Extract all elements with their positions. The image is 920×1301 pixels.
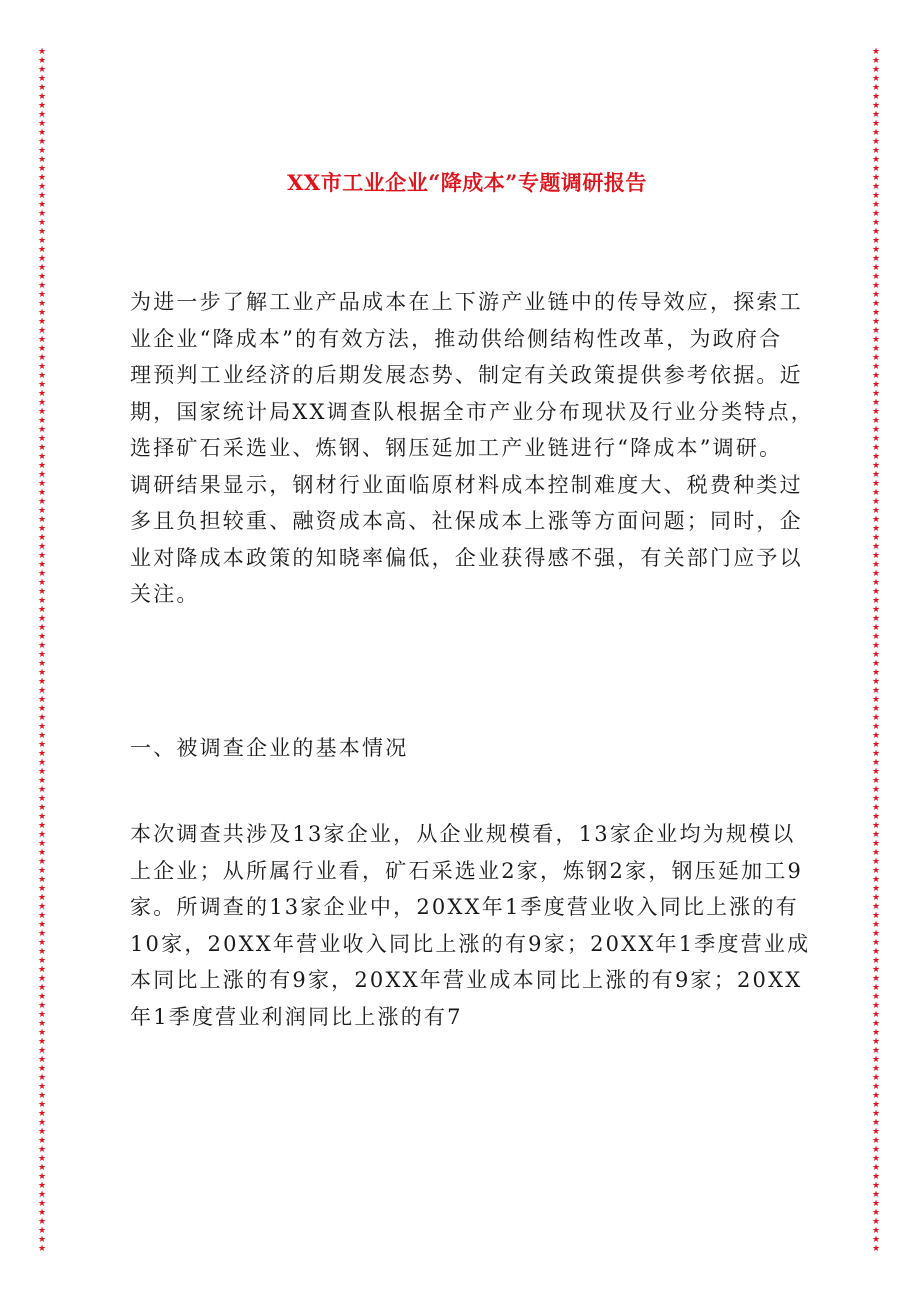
star-icon: ★ [37,218,47,228]
star-icon: ★ [871,146,881,156]
star-icon: ★ [871,1046,881,1056]
star-icon: ★ [871,551,881,561]
star-icon: ★ [37,425,47,435]
star-icon: ★ [871,209,881,219]
star-icon: ★ [871,48,881,57]
star-icon: ★ [37,137,47,147]
star-icon: ★ [37,560,47,570]
star-icon: ★ [37,1019,47,1029]
star-icon: ★ [871,380,881,390]
star-icon: ★ [37,1100,47,1110]
star-icon: ★ [37,92,47,102]
star-icon: ★ [37,227,47,237]
star-icon: ★ [37,542,47,552]
star-icon: ★ [871,740,881,750]
star-icon: ★ [37,335,47,345]
star-icon: ★ [37,443,47,453]
star-icon: ★ [871,596,881,606]
star-icon: ★ [37,641,47,651]
star-icon: ★ [37,1001,47,1011]
star-icon: ★ [871,1037,881,1047]
star-icon: ★ [871,1064,881,1074]
star-icon: ★ [37,515,47,525]
star-icon: ★ [37,956,47,966]
star-icon: ★ [37,821,47,831]
star-icon: ★ [871,416,881,426]
star-icon: ★ [871,1235,881,1245]
star-icon: ★ [37,434,47,444]
star-icon: ★ [871,236,881,246]
star-icon: ★ [871,326,881,336]
star-icon: ★ [871,524,881,534]
star-icon: ★ [871,272,881,282]
star-icon: ★ [871,794,881,804]
star-icon: ★ [37,596,47,606]
star-icon: ★ [871,641,881,651]
star-icon: ★ [37,416,47,426]
star-icon: ★ [37,1208,47,1218]
star-icon: ★ [37,164,47,174]
intro-line: 理预判工业经济的后期发展态势、制定有关政策提供参考依据。近 [130,363,803,387]
star-icon: ★ [37,965,47,975]
star-icon: ★ [871,191,881,201]
star-icon: ★ [37,749,47,759]
star-icon: ★ [37,632,47,642]
star-icon: ★ [37,974,47,984]
star-icon: ★ [37,317,47,327]
star-icon: ★ [37,101,47,111]
star-icon: ★ [37,209,47,219]
star-icon: ★ [37,533,47,543]
intro-line: 关注。 [130,582,200,606]
section-line: 10家，20XX年营业收入同比上涨的有9家；20XX年1季度营业成 [130,931,811,956]
star-icon: ★ [871,1082,881,1092]
star-icon: ★ [37,1010,47,1020]
star-icon: ★ [37,236,47,246]
star-icon: ★ [37,110,47,120]
star-icon: ★ [871,1109,881,1119]
star-icon: ★ [871,470,881,480]
star-icon: ★ [871,1145,881,1155]
star-icon: ★ [871,686,881,696]
star-icon: ★ [871,389,881,399]
star-icon: ★ [37,929,47,939]
star-icon: ★ [871,947,881,957]
star-icon: ★ [37,398,47,408]
star-icon: ★ [871,650,881,660]
star-icon: ★ [871,1091,881,1101]
star-icon: ★ [871,461,881,471]
star-icon: ★ [37,272,47,282]
star-icon: ★ [37,866,47,876]
star-icon: ★ [871,182,881,192]
star-icon: ★ [871,263,881,273]
star-icon: ★ [871,1181,881,1191]
star-icon: ★ [37,659,47,669]
star-icon: ★ [871,92,881,102]
star-icon: ★ [871,623,881,633]
star-icon: ★ [37,677,47,687]
star-icon: ★ [871,1199,881,1209]
star-icon: ★ [37,56,47,66]
star-icon: ★ [37,1235,47,1245]
star-icon: ★ [37,830,47,840]
star-icon: ★ [37,128,47,138]
star-icon: ★ [37,587,47,597]
star-icon: ★ [37,875,47,885]
star-icon: ★ [37,1244,47,1253]
star-icon: ★ [37,1181,47,1191]
intro-line: 多且负担较重、融资成本高、社保成本上涨等方面问题；同时，企 [130,509,803,533]
star-icon: ★ [871,407,881,417]
star-icon: ★ [37,452,47,462]
star-icon: ★ [871,1010,881,1020]
star-icon: ★ [871,65,881,75]
star-icon: ★ [871,956,881,966]
star-icon: ★ [871,515,881,525]
star-icon: ★ [37,326,47,336]
star-icon: ★ [871,965,881,975]
star-icon: ★ [871,758,881,768]
star-icon: ★ [871,119,881,129]
star-icon: ★ [871,659,881,669]
star-icon: ★ [37,470,47,480]
star-icon: ★ [871,1217,881,1227]
star-icon: ★ [871,1208,881,1218]
star-icon: ★ [871,1244,881,1253]
star-icon: ★ [871,884,881,894]
star-icon: ★ [37,551,47,561]
star-icon: ★ [871,1028,881,1038]
star-icon: ★ [37,884,47,894]
star-icon: ★ [37,614,47,624]
star-icon: ★ [37,767,47,777]
star-icon: ★ [871,875,881,885]
section-heading-text: 一、被调查企业的基本情况 [130,736,409,760]
star-icon: ★ [37,785,47,795]
intro-line: 选择矿石采选业、炼钢、钢压延加工产业链进行“降成本”调研。 [130,436,783,460]
star-icon: ★ [37,713,47,723]
star-icon: ★ [871,767,881,777]
star-icon: ★ [871,1136,881,1146]
star-icon: ★ [871,569,881,579]
star-icon: ★ [37,1109,47,1119]
star-icon: ★ [37,668,47,678]
star-icon: ★ [37,479,47,489]
star-icon: ★ [871,749,881,759]
star-icon: ★ [871,578,881,588]
star-icon: ★ [871,1001,881,1011]
intro-line: 调研结果显示，钢材行业面临原材料成本控制难度大、税费种类过 [130,472,803,497]
star-icon: ★ [871,866,881,876]
star-icon: ★ [37,48,47,57]
star-icon: ★ [37,938,47,948]
star-icon: ★ [871,776,881,786]
star-icon: ★ [37,461,47,471]
star-icon: ★ [871,587,881,597]
right-star-border [870,48,882,1253]
star-icon: ★ [871,317,881,327]
star-icon: ★ [37,947,47,957]
star-icon: ★ [37,902,47,912]
star-icon: ★ [37,1028,47,1038]
star-icon: ★ [871,488,881,498]
star-icon: ★ [871,1055,881,1065]
star-icon: ★ [871,542,881,552]
star-icon: ★ [37,704,47,714]
star-icon: ★ [37,1046,47,1056]
star-icon: ★ [871,254,881,264]
star-icon: ★ [37,200,47,210]
star-icon: ★ [871,155,881,165]
section-line: 年1季度营业利润同比上涨的有7 [130,1004,463,1029]
star-icon: ★ [37,1190,47,1200]
star-icon: ★ [37,191,47,201]
star-icon: ★ [37,911,47,921]
star-icon: ★ [871,128,881,138]
star-icon: ★ [37,506,47,516]
star-icon: ★ [37,362,47,372]
intro-line: 期，国家统计局XX调查队根据全市产业分布现状及行业分类特点， [130,399,814,424]
star-icon: ★ [37,407,47,417]
star-icon: ★ [871,785,881,795]
star-icon: ★ [37,1064,47,1074]
section-heading [130,730,804,767]
star-icon: ★ [871,992,881,1002]
star-icon: ★ [37,1145,47,1155]
star-icon: ★ [871,803,881,813]
star-icon: ★ [871,506,881,516]
star-icon: ★ [37,173,47,183]
star-icon: ★ [871,74,881,84]
star-icon: ★ [871,290,881,300]
star-icon: ★ [871,839,881,849]
star-icon: ★ [871,533,881,543]
star-icon: ★ [37,281,47,291]
star-icon: ★ [37,983,47,993]
star-icon: ★ [871,56,881,66]
star-icon: ★ [37,299,47,309]
star-icon: ★ [871,353,881,363]
star-icon: ★ [37,623,47,633]
star-icon: ★ [37,524,47,534]
star-icon: ★ [871,704,881,714]
star-icon: ★ [871,137,881,147]
star-icon: ★ [37,848,47,858]
star-icon: ★ [37,182,47,192]
star-icon: ★ [871,938,881,948]
star-icon: ★ [37,569,47,579]
star-icon: ★ [37,794,47,804]
star-icon: ★ [871,695,881,705]
star-icon: ★ [37,497,47,507]
star-icon: ★ [37,290,47,300]
star-icon: ★ [871,227,881,237]
star-icon: ★ [37,146,47,156]
star-icon: ★ [871,443,881,453]
star-icon: ★ [871,722,881,732]
star-icon: ★ [871,308,881,318]
star-icon: ★ [871,821,881,831]
document-title: XX市工业企业“降成本”专题调研报告 [287,170,647,195]
star-icon: ★ [37,812,47,822]
star-icon: ★ [37,578,47,588]
section-paragraph [130,816,811,1035]
star-icon: ★ [37,65,47,75]
star-icon: ★ [871,857,881,867]
star-icon: ★ [37,695,47,705]
star-icon: ★ [871,605,881,615]
star-icon: ★ [871,830,881,840]
star-icon: ★ [871,173,881,183]
star-icon: ★ [37,839,47,849]
star-icon: ★ [37,776,47,786]
star-icon: ★ [37,1226,47,1236]
star-icon: ★ [37,1118,47,1128]
star-icon: ★ [871,920,881,930]
star-icon: ★ [871,902,881,912]
star-icon: ★ [37,1163,47,1173]
intro-line: 为进一步了解工业产品成本在上下游产业链中的传导效应，探索工 [130,290,803,314]
star-icon: ★ [37,740,47,750]
star-icon: ★ [871,434,881,444]
star-icon: ★ [871,983,881,993]
star-icon: ★ [37,1154,47,1164]
star-icon: ★ [871,362,881,372]
star-icon: ★ [871,632,881,642]
star-icon: ★ [871,1127,881,1137]
star-icon: ★ [37,389,47,399]
star-icon: ★ [37,686,47,696]
star-icon: ★ [37,1199,47,1209]
star-icon: ★ [37,74,47,84]
star-icon: ★ [37,245,47,255]
star-icon: ★ [871,911,881,921]
star-icon: ★ [37,1073,47,1083]
star-icon: ★ [37,1127,47,1137]
star-icon: ★ [871,452,881,462]
left-star-border [36,48,48,1253]
star-icon: ★ [37,722,47,732]
star-icon: ★ [37,893,47,903]
section-line: 家。所调查的13家企业中，20XX年1季度营业收入同比上涨的有 [130,895,799,919]
star-icon: ★ [37,650,47,660]
star-icon: ★ [871,398,881,408]
section-line: 本同比上涨的有9家，20XX年营业成本同比上涨的有9家；20XX [130,968,803,992]
star-icon: ★ [871,371,881,381]
star-icon: ★ [871,974,881,984]
star-icon: ★ [37,1136,47,1146]
star-icon: ★ [37,758,47,768]
star-icon: ★ [37,254,47,264]
star-icon: ★ [871,848,881,858]
star-icon: ★ [871,200,881,210]
star-icon: ★ [37,731,47,741]
star-icon: ★ [37,353,47,363]
star-icon: ★ [871,344,881,354]
star-icon: ★ [871,1100,881,1110]
section-line: 上企业；从所属行业看，矿石采选业2家，炼钢2家，钢压延加工9 [130,858,804,883]
star-icon: ★ [37,920,47,930]
star-icon: ★ [871,713,881,723]
star-icon: ★ [871,479,881,489]
star-icon: ★ [871,425,881,435]
star-icon: ★ [871,164,881,174]
star-icon: ★ [37,308,47,318]
star-icon: ★ [871,497,881,507]
star-icon: ★ [871,218,881,228]
star-icon: ★ [871,812,881,822]
star-icon: ★ [37,992,47,1002]
star-icon: ★ [37,119,47,129]
star-icon: ★ [37,803,47,813]
star-icon: ★ [871,281,881,291]
star-icon: ★ [871,1163,881,1173]
star-icon: ★ [871,668,881,678]
star-icon: ★ [871,299,881,309]
star-icon: ★ [871,245,881,255]
star-icon: ★ [37,1082,47,1092]
star-icon: ★ [37,83,47,93]
star-icon: ★ [871,1226,881,1236]
star-icon: ★ [37,155,47,165]
star-icon: ★ [871,83,881,93]
intro-line: 业企业“降成本”的有效方法，推动供给侧结构性改革，为政府合 [130,326,783,351]
star-icon: ★ [37,1091,47,1101]
star-icon: ★ [37,605,47,615]
star-icon: ★ [37,1217,47,1227]
star-icon: ★ [871,677,881,687]
star-icon: ★ [37,1172,47,1182]
star-icon: ★ [37,371,47,381]
star-icon: ★ [37,1037,47,1047]
star-icon: ★ [37,380,47,390]
section-line: 本次调查共涉及13家企业，从企业规模看，13家企业均为规模以 [130,822,796,846]
star-icon: ★ [871,614,881,624]
star-icon: ★ [871,893,881,903]
star-icon: ★ [871,101,881,111]
star-icon: ★ [871,110,881,120]
star-icon: ★ [37,263,47,273]
star-icon: ★ [37,488,47,498]
intro-paragraph [130,284,814,613]
star-icon: ★ [871,1154,881,1164]
star-icon: ★ [871,1190,881,1200]
intro-line: 业对降成本政策的知晓率偏低，企业获得感不强，有关部门应予以 [130,545,803,570]
star-icon: ★ [37,857,47,867]
star-icon: ★ [871,731,881,741]
star-icon: ★ [871,1019,881,1029]
star-icon: ★ [871,1118,881,1128]
star-icon: ★ [871,1073,881,1083]
star-icon: ★ [871,929,881,939]
star-icon: ★ [871,560,881,570]
star-icon: ★ [871,335,881,345]
star-icon: ★ [871,1172,881,1182]
star-icon: ★ [37,1055,47,1065]
star-icon: ★ [37,344,47,354]
